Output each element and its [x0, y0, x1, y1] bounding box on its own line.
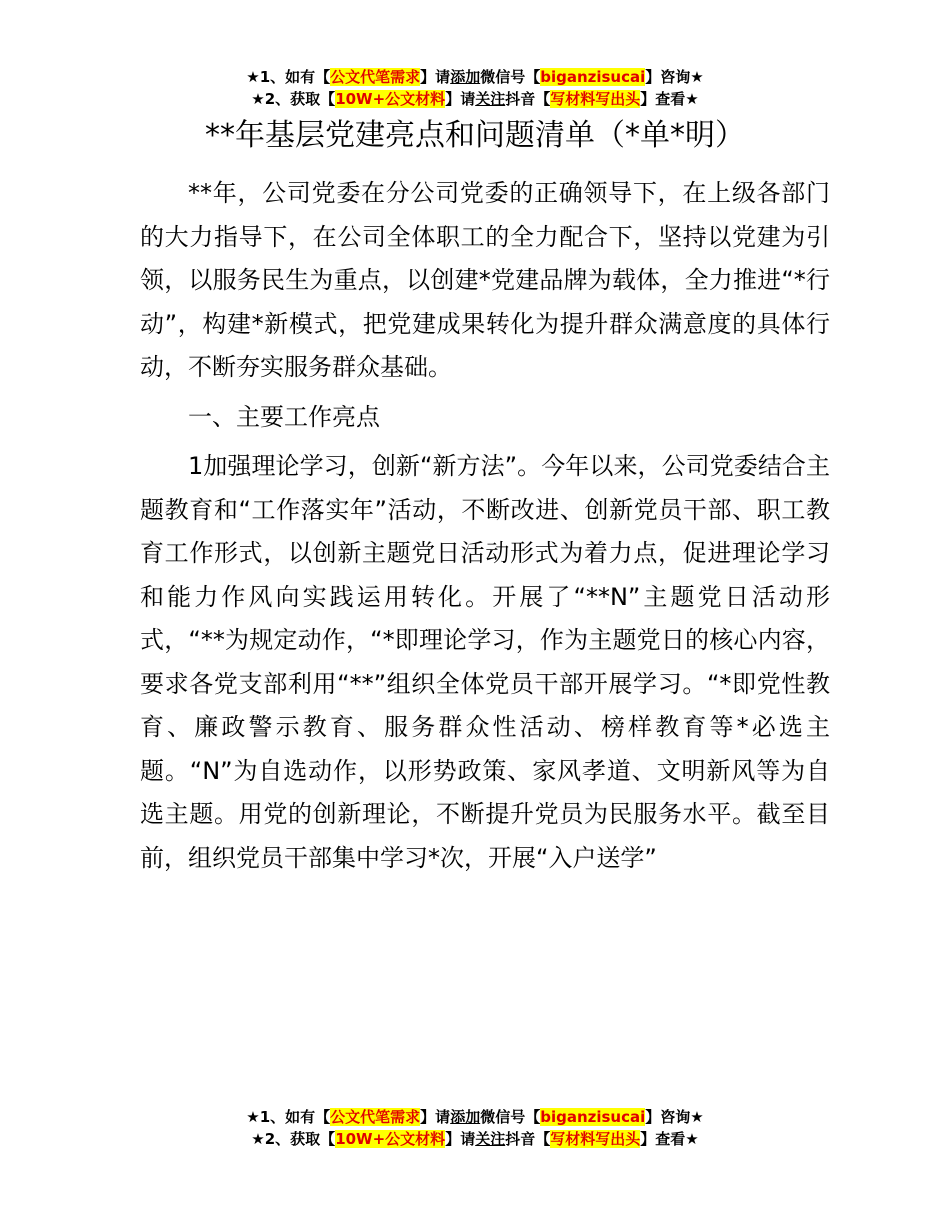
banner-highlight: 公文代笔需求 [330, 68, 421, 86]
banner-douyin-id: 写材料写出头 [550, 90, 641, 108]
document-title: **年基层党建亮点和问题清单（*单*明） [205, 118, 745, 153]
document-body [140, 172, 830, 880]
banner-douyin-id: 写材料写出头 [550, 1130, 641, 1148]
banner-wechat-id: biganzisucai [540, 68, 646, 86]
banner-line-2: ★2、获取【10W+公文材料】请关注抖音【写材料写出头】查看★ [251, 1130, 699, 1148]
header-banner [0, 66, 950, 110]
banner-highlight: 10W+公文材料 [335, 90, 446, 108]
banner-wechat-id: biganzisucai [540, 1108, 646, 1126]
banner-line-1: ★1、如有【公文代笔需求】请添加微信号【biganzisucai】咨询★ [246, 1108, 704, 1126]
footer-banner [0, 1106, 950, 1150]
body-paragraph: 1加强理论学习，创新“新方法”。今年以来，公司党委结合主题教育和“工作落实年”活动，不断改进、创新党员干部、职工教育工作形式，以创新主题党日活动形式为着力点，促进理论学习和能力作风向实践运用转化。开展了“**N”主题党日活动形式，“**为规定动作，“*即理论学习，作为主题党日的核心内容，要求各党支部利用“**”组织全体党员干部开展学习。“*即党性教育、廉政警示教育、服务群众性活动、榜样教育等*必选主题。“N”为自选动作，以形势政策、家风孝道、文明新风等为自选主题。用党的创新理论，不断提升党员为民服务水平。截至目前，组织党员干部集中学习*次，开展“入户送学” [140, 452, 830, 872]
banner-line-2: ★2、获取【10W+公文材料】请关注抖音【写材料写出头】查看★ [251, 90, 699, 108]
banner-highlight: 公文代笔需求 [330, 1108, 421, 1126]
banner-highlight: 10W+公文材料 [335, 1130, 446, 1148]
intro-paragraph: **年，公司党委在分公司党委的正确领导下，在上级各部门的大力指导下，在公司全体职工的全力配合下，坚持以党建为引领，以服务民生为重点，以创建*党建品牌为载体，全力推进“*行动”，构建*新模式，把党建成果转化为提升群众满意度的具体行动，不断夯实服务群众基础。 [140, 179, 830, 381]
banner-line-1: ★1、如有【公文代笔需求】请添加微信号【biganzisucai】咨询★ [246, 68, 704, 86]
section-heading: 一、主要工作亮点 [188, 402, 380, 431]
